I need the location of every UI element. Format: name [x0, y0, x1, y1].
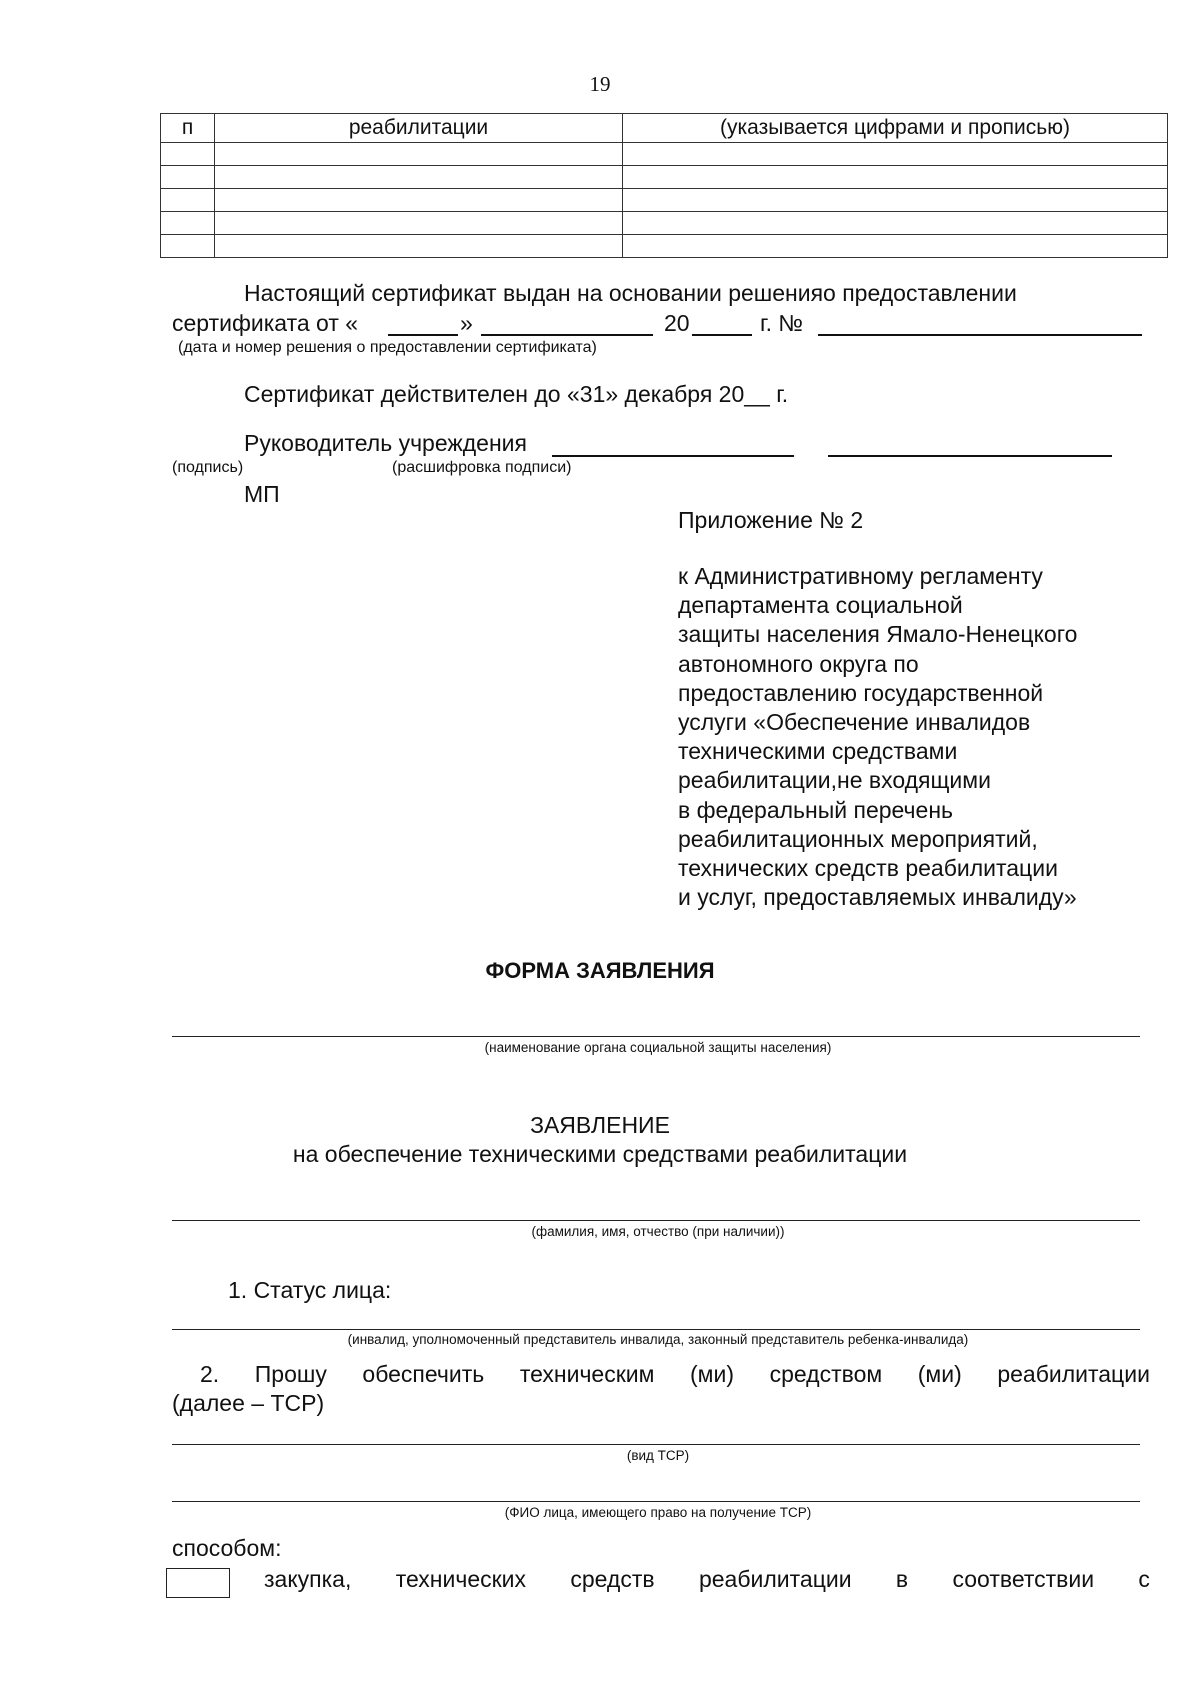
table-cell	[161, 212, 215, 235]
annex-line: в федеральный перечень	[678, 796, 954, 823]
option1-word: закупка,	[264, 1566, 352, 1592]
item2-word: (ми)	[690, 1361, 734, 1387]
annex-line: департамента социальной	[678, 592, 963, 619]
certificate-issued-suffix: г. №	[760, 310, 804, 336]
annex-line: техническими средствами	[678, 738, 958, 765]
item2-word: 2.	[200, 1361, 220, 1387]
item2-word: техническим	[519, 1361, 655, 1387]
table-cell: реабилитации	[215, 114, 623, 143]
status-note: (инвалид, уполномоченный представитель инвалида, законный представитель ребенка-инвалида)	[347, 1332, 969, 1347]
signature-blank[interactable]	[552, 455, 794, 457]
certificate-issued-line1: Настоящий сертификат выдан на основании решенияо предоставлении	[244, 280, 1017, 306]
valid-until: Сертификат действителен до «31» декабря 20__ г.	[244, 381, 789, 407]
table-cell	[161, 166, 215, 189]
item2-word: реабилитации	[997, 1361, 1150, 1387]
day-blank[interactable]	[388, 334, 458, 336]
annex-line: защиты населения Ямало-Ненецкого	[678, 621, 1078, 648]
annex-line: технических средств реабилитации	[678, 855, 1058, 882]
item1-status: 1. Статус лица:	[228, 1277, 392, 1303]
application-title: ЗАЯВЛЕНИЕ	[530, 1112, 670, 1138]
purchase-checkbox[interactable]	[166, 1568, 230, 1598]
authority-field-line[interactable]	[172, 1036, 1140, 1037]
table-cell: п	[161, 114, 215, 143]
option1-word: с	[1138, 1566, 1150, 1592]
application-subtitle: на обеспечение техническими средствами реабилитации	[292, 1141, 908, 1167]
decryption-note: (расшифровка подписи)	[392, 459, 572, 476]
year-blank[interactable]	[692, 334, 752, 336]
status-field-line[interactable]	[172, 1329, 1140, 1330]
annex-line: и услуг, предоставляемых инвалиду»	[678, 884, 1077, 911]
table-row	[161, 189, 1168, 212]
certificate-issued-year: 20	[664, 310, 690, 336]
decision-number-blank[interactable]	[818, 334, 1142, 336]
table-cell	[215, 189, 623, 212]
item2-word: Прошу	[254, 1361, 327, 1387]
item2-word: (ми)	[917, 1361, 962, 1387]
signature-note: (подпись)	[172, 459, 244, 476]
option1-word: реабилитации	[698, 1566, 852, 1592]
certificate-issued-mid: »	[460, 310, 473, 336]
item2-word: обеспечить	[362, 1361, 485, 1387]
annex-line: услуги «Обеспечение инвалидов	[678, 709, 1031, 736]
certificate-table	[160, 113, 1168, 258]
option1-line	[264, 1566, 1150, 1593]
table-row	[161, 166, 1168, 189]
annex-text	[678, 562, 1077, 912]
tsr-person-field-line[interactable]	[172, 1501, 1140, 1502]
table-cell	[161, 143, 215, 166]
table-cell	[161, 235, 215, 258]
annex-line: реабилитационных мероприятий,	[678, 825, 1038, 852]
method-label: способом:	[172, 1535, 282, 1561]
table-row	[161, 212, 1168, 235]
table-cell	[623, 143, 1168, 166]
certificate-issued-prefix: сертификата от «	[172, 310, 359, 336]
table-cell	[623, 212, 1168, 235]
signature-decryption-blank[interactable]	[828, 455, 1112, 457]
table-cell	[623, 166, 1168, 189]
form-heading: ФОРМА ЗАЯВЛЕНИЯ	[485, 958, 715, 983]
table-cell	[215, 212, 623, 235]
tsr-type-note: (вид ТСР)	[626, 1448, 690, 1463]
table-cell	[623, 189, 1168, 212]
decision-note: (дата и номер решения о предоставлении сертификата)	[178, 339, 597, 356]
table-cell	[161, 189, 215, 212]
annex-line: реабилитации,не входящими	[678, 767, 991, 794]
table-row	[161, 114, 1168, 143]
item2-line2: (далее – ТСР)	[172, 1390, 325, 1416]
authority-note: (наименование органа социальной защиты населения)	[484, 1040, 832, 1055]
table-row	[161, 143, 1168, 166]
table-cell: (указывается цифрами и прописью)	[623, 114, 1168, 143]
tsr-person-note: (ФИО лица, имеющего право на получение ТСР)	[504, 1505, 812, 1520]
page-number: 19	[589, 72, 611, 96]
month-blank[interactable]	[481, 334, 653, 336]
option1-word: соответствии	[952, 1566, 1095, 1592]
option1-word: в	[895, 1566, 909, 1592]
table-row	[161, 235, 1168, 258]
tsr-type-field-line[interactable]	[172, 1444, 1140, 1445]
table-cell	[215, 143, 623, 166]
option1-word: средств	[570, 1566, 655, 1592]
annex-title: Приложение № 2	[678, 507, 864, 533]
seal-mark: МП	[244, 481, 280, 507]
table-cell	[215, 235, 623, 258]
option1-word: технических	[395, 1566, 527, 1592]
head-label: Руководитель учреждения	[244, 430, 527, 456]
annex-line: автономного округа по	[678, 650, 919, 677]
table-cell	[215, 166, 623, 189]
item2-line	[200, 1361, 1150, 1388]
annex-line: предоставлению государственной	[678, 679, 1044, 706]
fio-field-line[interactable]	[172, 1220, 1140, 1221]
item2-word: средством	[769, 1361, 883, 1387]
annex-line: к Административному регламенту	[678, 563, 1043, 589]
table-cell	[623, 235, 1168, 258]
fio-note: (фамилия, имя, отчество (при наличии))	[531, 1224, 785, 1239]
